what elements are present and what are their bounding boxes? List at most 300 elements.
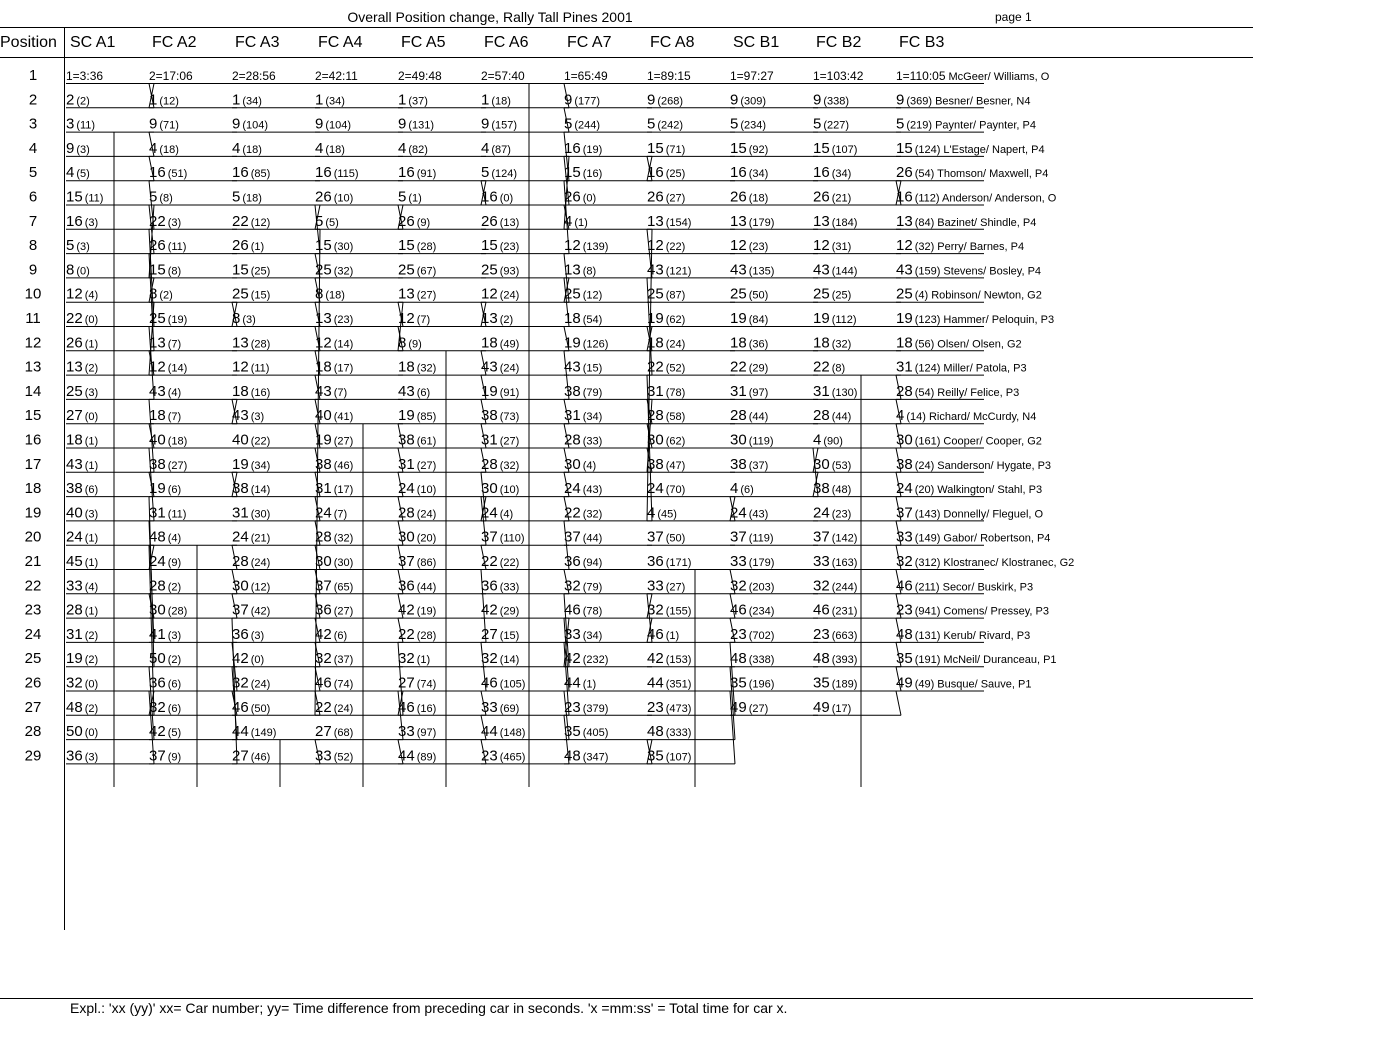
entry-text	[149, 383, 181, 400]
stage-entry	[232, 480, 320, 497]
time-gap: (0)	[582, 192, 597, 205]
stage-entry	[647, 675, 735, 692]
entry-text	[564, 91, 600, 108]
entry-text	[896, 334, 1022, 351]
car-number: 31	[896, 358, 913, 376]
car-number: 31	[398, 455, 415, 473]
position-label: 11	[25, 310, 41, 327]
car-number: 15	[813, 139, 830, 157]
entry-text	[564, 650, 608, 667]
time-gap: (14)	[250, 484, 271, 497]
time-gap: (24)	[499, 289, 520, 302]
car-number: 16	[232, 164, 249, 182]
time-gap: (49)	[499, 338, 520, 351]
car-number: 16	[398, 164, 415, 182]
stage-entry	[813, 650, 901, 667]
entry-text	[813, 237, 851, 254]
car-number: 24	[315, 504, 332, 522]
stage-entry	[398, 675, 486, 692]
stage-entry	[647, 650, 735, 667]
entry-text	[315, 116, 351, 133]
stage-entry	[315, 334, 403, 351]
time-gap: (24)	[416, 508, 437, 521]
stage-entry	[481, 261, 569, 278]
car-number: 33	[730, 553, 747, 570]
entry-text	[564, 310, 602, 327]
entry-text	[896, 529, 1050, 546]
car-number: 48	[730, 650, 747, 668]
car-number: 15	[315, 237, 332, 255]
entry-text	[896, 164, 1048, 181]
stage-entry	[315, 213, 403, 230]
stage-entry	[813, 334, 901, 351]
stage-entry	[730, 334, 818, 351]
entry-text	[66, 577, 98, 594]
car-number: 32	[232, 674, 249, 692]
car-number: 28	[398, 504, 415, 522]
position-label: 6	[28, 188, 38, 206]
entry-text	[398, 164, 436, 181]
car-number: 27	[232, 747, 249, 765]
time-gap: (30)	[250, 508, 271, 521]
time-gap: (3)	[250, 629, 265, 642]
car-number: 25	[896, 285, 913, 303]
stage-entry	[647, 626, 735, 643]
entry-text	[481, 407, 519, 424]
time-gap: (135)	[748, 265, 775, 278]
car-number: 48	[813, 650, 830, 668]
car-number: 48	[564, 747, 581, 765]
car-number: 43	[66, 455, 83, 473]
entry-text	[66, 480, 98, 497]
time-gap: (131) Kerub/ Rivard, P3	[914, 629, 1031, 642]
time-gap: (191) McNeil/ Duranceau, P1	[914, 654, 1057, 667]
car-number: 42	[564, 650, 581, 668]
car-number: 22	[647, 358, 664, 376]
stage-entry	[481, 116, 569, 133]
time-gap: (3)	[84, 216, 99, 229]
entry-text	[813, 140, 857, 157]
stage-headers	[70, 34, 944, 51]
time-gap: (50)	[250, 702, 271, 715]
car-number: 5	[481, 164, 490, 182]
entry-text	[481, 723, 525, 740]
car-number: 36	[66, 747, 83, 765]
entry-text	[564, 626, 602, 643]
time-gap: (79)	[582, 386, 603, 399]
stage-entry	[315, 189, 403, 206]
stage-entry	[398, 261, 486, 278]
stage-entry	[481, 480, 569, 497]
entry-text	[232, 699, 270, 716]
stage-entry	[564, 310, 652, 327]
entry-text	[564, 116, 600, 133]
car-number: 15	[232, 261, 249, 279]
entry-text	[564, 383, 602, 400]
leader-entry	[315, 69, 403, 84]
stage-entry	[315, 456, 403, 473]
car-number: 26	[481, 212, 498, 230]
stage-entry	[647, 359, 735, 376]
entry-text	[315, 626, 347, 643]
entry-text	[315, 383, 347, 400]
time-gap: (11)	[167, 508, 187, 521]
time-gap: (227)	[823, 119, 850, 132]
time-gap: (20)	[416, 532, 437, 545]
entry-text	[730, 504, 768, 521]
leader-entry	[149, 69, 237, 84]
car-number: 36	[398, 577, 415, 595]
time-gap: (2)	[84, 629, 99, 642]
car-number: 15	[398, 237, 415, 255]
car-number: 30	[149, 601, 166, 619]
position-label: 7	[28, 212, 38, 230]
car-number: 12	[481, 285, 498, 303]
entry-text	[481, 140, 511, 157]
time-gap: (107)	[831, 143, 858, 156]
car-number: 28	[730, 407, 747, 425]
time-gap: (18)	[167, 435, 188, 448]
time-gap: (11)	[76, 119, 96, 132]
entry-text	[647, 383, 685, 400]
car-number: 43	[315, 382, 332, 400]
time-gap: (177)	[574, 95, 601, 108]
stage-entry	[398, 456, 486, 473]
entry-text	[481, 577, 519, 594]
entry-text	[398, 286, 436, 303]
car-number: 26	[398, 212, 415, 230]
car-number: 12	[813, 237, 830, 255]
entry-text	[896, 650, 1057, 667]
stage-entry	[398, 529, 486, 546]
stage-entry	[232, 116, 320, 133]
time-gap: (347)	[582, 751, 609, 764]
time-gap: (23)	[831, 508, 852, 521]
entry-text	[730, 189, 768, 206]
stage-entry	[481, 602, 569, 619]
stage-entry	[315, 529, 403, 546]
entry-text	[232, 91, 262, 108]
stage-entry	[232, 553, 320, 570]
time-gap: (27)	[416, 289, 437, 302]
time-gap: (4)	[582, 459, 597, 472]
car-number: 9	[813, 91, 822, 109]
entry-text	[481, 529, 525, 546]
time-gap: (94)	[582, 557, 603, 569]
stage-entry	[66, 626, 154, 643]
car-number: 12	[896, 237, 913, 255]
car-number: 24	[149, 553, 166, 570]
entry-text	[813, 432, 843, 449]
entry-text	[232, 189, 262, 206]
time-gap: (27)	[333, 435, 354, 448]
entry-text	[315, 140, 345, 157]
time-gap: (34)	[250, 459, 271, 472]
time-gap: (124)	[491, 168, 518, 181]
car-number: 2	[66, 91, 75, 109]
time-gap: (126)	[582, 338, 609, 351]
time-gap: (105)	[499, 678, 526, 691]
stage-header: FC B3	[899, 34, 945, 51]
stage-entry	[232, 456, 320, 473]
time-gap: (119)	[748, 435, 774, 448]
footnote-text: Expl.: 'xx (yy)' xx= Car number; yy= Time difference from preceding car in seconds. 'x =mm:ss' = Total time for car x.	[70, 1000, 788, 1016]
car-number: 33	[398, 723, 415, 741]
stage-entry	[149, 602, 237, 619]
car-number: 31	[730, 382, 747, 400]
stage-entry	[232, 650, 320, 667]
time-gap: (97)	[748, 386, 769, 399]
entry-text	[647, 237, 685, 254]
time-gap: (16)	[582, 168, 603, 181]
car-number: 26	[149, 237, 166, 255]
time-gap: (3)	[84, 751, 99, 764]
stage-entry	[564, 602, 652, 619]
time-gap: (6)	[167, 484, 182, 497]
stage-entry	[66, 407, 154, 424]
entry-text	[647, 747, 691, 764]
car-number: 28	[315, 528, 332, 546]
position-label: 14	[24, 382, 42, 400]
stage-entry	[398, 91, 486, 108]
car-number: 42	[315, 625, 332, 643]
car-number: 44	[232, 723, 249, 741]
time-gap: (24)	[499, 362, 520, 375]
entry-text	[66, 675, 98, 692]
car-number: 5	[66, 237, 75, 255]
stage-entry	[813, 359, 901, 376]
car-number: 35	[730, 674, 747, 692]
entry-text	[481, 116, 517, 133]
time-gap: (37)	[748, 459, 769, 472]
time-gap: (12)	[582, 289, 603, 302]
stage-entry	[730, 189, 818, 206]
stage-entry	[232, 626, 320, 643]
stage-entry	[813, 116, 901, 133]
stage-entry	[730, 626, 818, 643]
car-number: 43	[564, 358, 581, 376]
time-gap: (231)	[831, 605, 858, 618]
time-gap: (4)	[167, 386, 182, 399]
time-gap: (2)	[499, 314, 514, 326]
entry-text	[896, 359, 1027, 376]
stage-entry	[730, 213, 818, 230]
time-gap: (149) Gabor/ Robertson, P4	[914, 532, 1051, 545]
stage-entry	[398, 699, 486, 716]
time-gap: (0)	[499, 192, 514, 205]
car-number: 46	[647, 625, 664, 643]
entry-text	[149, 723, 181, 740]
time-gap: (6)	[167, 702, 182, 715]
time-gap: (27)	[333, 605, 354, 618]
entry-text	[149, 310, 187, 327]
stage-entry	[398, 140, 486, 157]
entry-text	[66, 504, 98, 521]
car-number: 24	[481, 504, 498, 522]
time-gap: (1)	[84, 605, 99, 618]
leader-entry	[896, 69, 1050, 84]
entry-text	[66, 164, 90, 181]
entry-text	[315, 747, 353, 764]
stage-entry	[66, 91, 154, 108]
stage-entry	[813, 286, 901, 303]
time-gap: (79)	[582, 581, 603, 594]
entry-text	[481, 189, 513, 206]
car-number: 33	[66, 577, 83, 595]
stage-entry	[232, 383, 320, 400]
time-gap: (44)	[748, 411, 769, 424]
position-label: 8	[28, 237, 38, 255]
time-gap: (44)	[831, 411, 852, 424]
entry-text	[398, 237, 436, 254]
time-gap: (232)	[582, 654, 609, 667]
stage-entry	[66, 699, 154, 716]
entry-text	[730, 310, 768, 327]
entry-text	[647, 189, 685, 206]
entry-text	[398, 189, 422, 206]
entry-text	[149, 91, 179, 108]
stage-entry	[315, 504, 403, 521]
stage-entry	[66, 480, 154, 497]
time-gap: (42)	[250, 605, 271, 618]
entry-text	[647, 286, 685, 303]
stage-entry	[149, 91, 237, 108]
leader-time	[647, 69, 691, 83]
time-gap: (37)	[408, 95, 428, 108]
car-number: 42	[232, 650, 249, 668]
time-gap: (5)	[167, 727, 182, 740]
position-label: 27	[24, 698, 42, 716]
entry-text	[232, 286, 270, 303]
stage-entry	[232, 286, 320, 303]
entry-text	[647, 577, 685, 594]
stage-entry	[398, 383, 486, 400]
time-gap: (405)	[582, 727, 609, 740]
entry-text	[66, 747, 98, 764]
entry-text	[813, 602, 857, 619]
car-number: 9	[398, 115, 407, 133]
stage-entry	[647, 334, 735, 351]
time-gap: (157)	[491, 119, 518, 132]
time-gap: (14) Richard/ McCurdy, N4	[906, 411, 1037, 424]
entry-text	[647, 504, 677, 521]
car-number: 26	[232, 237, 249, 255]
time-gap: (23)	[499, 241, 520, 254]
stage-entry	[66, 675, 154, 692]
entry-text	[647, 480, 685, 497]
time-gap: (32)	[582, 508, 603, 521]
car-number: 33	[315, 747, 332, 765]
entry-text	[149, 286, 173, 303]
entry-text	[66, 91, 90, 108]
time-gap: (54) Reilly/ Felice, P3	[914, 386, 1020, 399]
entry-text	[896, 480, 1042, 497]
time-gap: (119)	[748, 532, 774, 545]
entry-text	[813, 407, 851, 424]
car-number: 4	[232, 139, 241, 157]
entry-text	[896, 286, 1042, 303]
position-label: 9	[28, 261, 38, 279]
leader-entry	[730, 69, 818, 84]
time-gap: (148)	[499, 727, 526, 740]
stage-entry	[232, 602, 320, 619]
stage-entry	[564, 116, 652, 133]
leader-time-value: 1=65:49	[564, 69, 608, 83]
car-number: 13	[232, 334, 249, 352]
car-number: 32	[481, 650, 498, 668]
stage-entry	[813, 407, 901, 424]
position-label: 2	[28, 91, 38, 109]
entry-text	[647, 91, 683, 108]
leader-time	[564, 69, 608, 83]
stage-entry	[66, 213, 154, 230]
stage-entry	[66, 140, 154, 157]
car-number: 16	[66, 212, 83, 230]
entry-text	[647, 213, 691, 230]
car-number: 43	[730, 261, 747, 279]
entry-text	[647, 116, 683, 133]
car-number: 1	[232, 91, 241, 109]
time-gap: (71)	[159, 119, 179, 132]
time-gap: (702)	[748, 629, 775, 642]
stage-entry	[647, 529, 735, 546]
car-number: 32	[66, 674, 83, 692]
stage-entry	[647, 432, 735, 449]
car-number: 13	[730, 212, 747, 230]
time-gap: (14)	[333, 338, 354, 351]
time-gap: (69)	[499, 702, 520, 715]
car-number: 9	[232, 115, 241, 133]
time-gap: (153)	[665, 654, 692, 667]
time-gap: (0)	[84, 411, 99, 424]
entry-text	[232, 164, 270, 181]
stage-entry	[647, 723, 735, 740]
car-number: 12	[647, 237, 664, 255]
entry-text	[398, 140, 428, 157]
car-number: 5	[232, 188, 241, 206]
entry-text	[232, 261, 270, 278]
time-gap: (1)	[582, 678, 597, 691]
time-gap: (65)	[333, 581, 354, 594]
car-number: 40	[149, 431, 166, 449]
stage-entry	[730, 504, 818, 521]
stage-header: SC B1	[733, 34, 780, 51]
stage-entry	[647, 140, 735, 157]
entry-text	[647, 334, 685, 351]
stage-entry	[149, 650, 237, 667]
time-gap: (10)	[416, 484, 437, 497]
entry-text	[647, 432, 685, 449]
car-number: 32	[896, 553, 913, 570]
position-label: 24	[24, 625, 42, 643]
car-number: 43	[398, 382, 415, 400]
time-gap: (85)	[416, 411, 437, 424]
stage-entry	[232, 237, 320, 254]
car-number: 13	[647, 212, 664, 230]
stage-entry	[232, 261, 320, 278]
time-gap: (179)	[748, 557, 775, 569]
car-number: 26	[66, 334, 83, 352]
stage-entry	[896, 456, 1051, 473]
stage-entry	[315, 237, 403, 254]
entry-text	[481, 747, 525, 764]
car-number: 19	[730, 310, 747, 327]
entry-text	[564, 553, 602, 570]
time-gap: (0)	[84, 678, 99, 691]
position-label: 25	[24, 650, 42, 668]
car-number: 37	[149, 747, 166, 765]
time-gap: (32)	[333, 532, 354, 545]
